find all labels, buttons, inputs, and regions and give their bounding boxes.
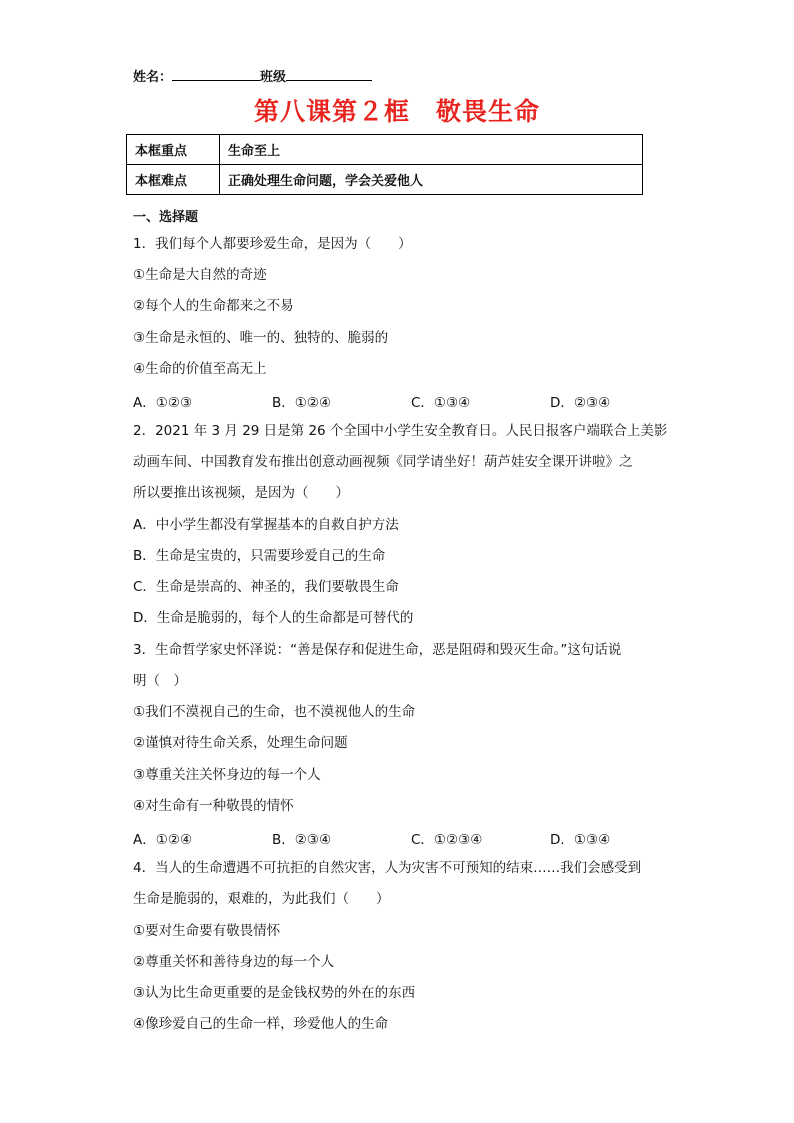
question-line: 明（ ） — [133, 673, 187, 689]
option-line: C．生命是崇高的、神圣的，我们要敬畏生命 — [133, 579, 399, 595]
statement-line: ③认为比生命更重要的是金钱权势的外在的东西 — [133, 985, 416, 1001]
answer-options — [133, 828, 689, 848]
statement-line: ④像珍爱自己的生命一样，珍爱他人的生命 — [133, 1016, 389, 1032]
option-line: B．生命是宝贵的，只需要珍爱自己的生命 — [133, 548, 386, 564]
option-line: D．生命是脆弱的，每个人的生命都是可替代的 — [133, 610, 414, 626]
option-d: D．①③④ — [550, 832, 611, 848]
answer-options — [133, 391, 689, 411]
statement-line: ②谨慎对待生命关系，处理生命问题 — [133, 735, 348, 751]
statement-line: ①我们不漠视自己的生命，也不漠视他人的生命 — [133, 704, 416, 720]
statement-line: ①要对生命要有敬畏情怀 — [133, 923, 281, 939]
statement-line: ①生命是大自然的奇迹 — [133, 267, 267, 283]
question-line: 4．当人的生命遭遇不可抗拒的自然灾害，人为灾害不可预知的结束……我们会感受到 — [133, 860, 642, 876]
name-class-line — [133, 66, 372, 85]
question-line: 所以要推出该视频，是因为（ ） — [133, 485, 349, 501]
page-title: 第八课第２框 敬畏生命 — [253, 97, 540, 126]
statement-line: ④对生命有一种敬畏的情怀 — [133, 798, 294, 814]
class-label: 班级 — [260, 70, 287, 85]
statement-line: ③生命是永恒的、唯一的、独特的、脆弱的 — [133, 330, 389, 346]
option-a: A．①②③ — [133, 395, 193, 411]
option-b: B．①②④ — [272, 395, 332, 411]
table-key: 本框难点 — [127, 165, 220, 195]
question-line: 1．我们每个人都要珍爱生命，是因为（ ） — [133, 236, 412, 252]
statement-line: ③尊重关注关怀身边的每一个人 — [133, 767, 321, 783]
section-title: 一、选择题 — [133, 210, 199, 225]
info-table — [126, 134, 643, 195]
table-row — [127, 165, 643, 195]
name-label: 姓名： — [133, 70, 173, 85]
option-a: A．①②④ — [133, 832, 193, 848]
statement-line: ②每个人的生命都来之不易 — [133, 298, 294, 314]
statement-line: ④生命的价值至高无上 — [133, 361, 267, 377]
question-line: 生命是脆弱的，艰难的，为此我们（ ） — [133, 891, 390, 907]
question-line: 2．2021 年 3 月 29 日是第 26 个全国中小学生安全教育日。人民日报客户端联合上美影 — [133, 423, 668, 439]
table-row — [127, 135, 643, 165]
class-blank — [286, 68, 372, 81]
question-line: 动画车间、中国教育发布推出创意动画视频《同学请坐好！葫芦娃安全课开讲啦》之 — [133, 454, 633, 470]
table-value: 生命至上 — [220, 135, 643, 165]
option-c: C．①②③④ — [411, 832, 483, 848]
table-key: 本框重点 — [127, 135, 220, 165]
option-b: B．②③④ — [272, 832, 332, 848]
table-value: 正确处理生命问题，学会关爱他人 — [220, 165, 643, 195]
option-d: D．②③④ — [550, 395, 611, 411]
option-c: C．①③④ — [411, 395, 471, 411]
question-line: 3．生命哲学家史怀泽说：“善是保存和促进生命，恶是阻碍和毁灭生命。”这句话说 — [133, 642, 622, 658]
name-blank — [172, 68, 260, 81]
statement-line: ②尊重关怀和善待身边的每一个人 — [133, 954, 335, 970]
option-line: A．中小学生都没有掌握基本的自救自护方法 — [133, 517, 399, 533]
